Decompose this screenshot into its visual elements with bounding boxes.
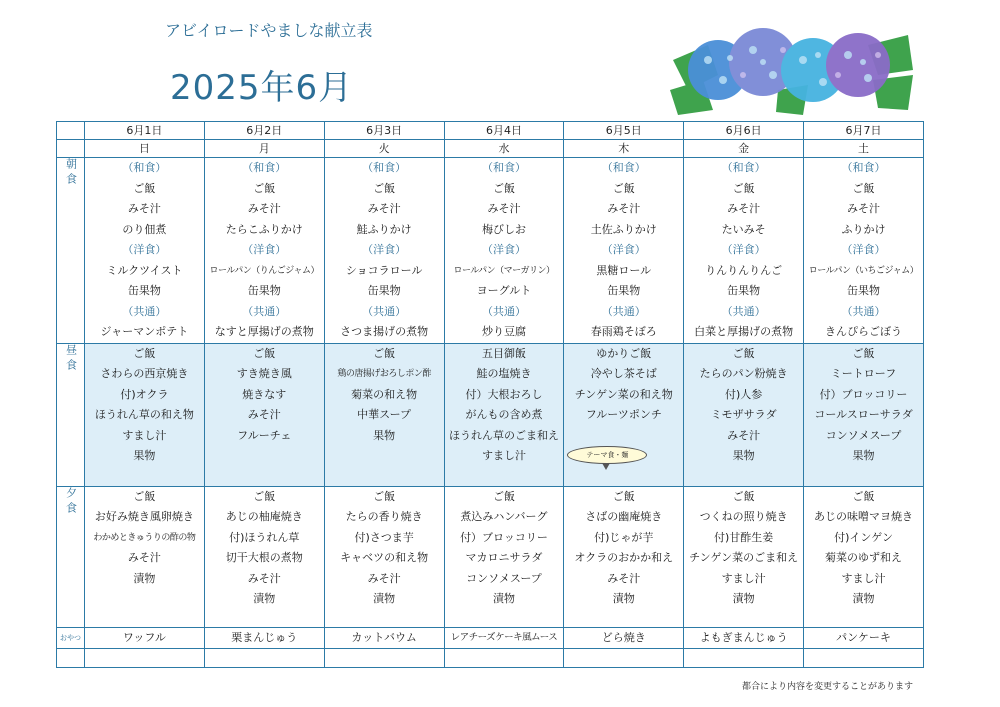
menu-item: ご飯 — [732, 346, 755, 360]
menu-item: 付)インゲン — [834, 530, 893, 544]
lunch-cell — [564, 343, 684, 486]
dinner-cell — [444, 486, 564, 627]
menu-item: たらの香り焼き — [345, 510, 423, 523]
weekday-cell: 月 — [204, 140, 324, 158]
menu-item: ご飯 — [612, 489, 635, 503]
menu-item: チンゲン菜のごま和え — [689, 551, 799, 564]
menu-item: 鮭の塩焼き — [476, 367, 532, 380]
menu-item: みそ汁 — [127, 551, 161, 564]
menu-item: 梅びしお — [481, 222, 526, 236]
blank-cell — [444, 648, 564, 667]
weekday-cell: 土 — [804, 140, 924, 158]
menu-item: ご飯 — [253, 181, 276, 195]
date-cell: 6月1日 — [85, 122, 205, 140]
menu-item: ご飯 — [492, 489, 515, 503]
menu-item: （和食） — [481, 161, 526, 174]
menu-item: （和食） — [841, 161, 886, 174]
snack-cell: よもぎまんじゅう — [684, 627, 804, 648]
menu-item: ロールパン（マーガリン） — [453, 265, 555, 276]
menu-item: ふりかけ — [841, 222, 886, 236]
menu-item: 付）ブロッコリー — [819, 387, 908, 401]
change-notice: 都合により内容を変更することがあります — [742, 682, 914, 692]
menu-item: たいみそ — [721, 222, 766, 236]
menu-item: （共通） — [601, 304, 646, 318]
menu-item: きんぴらごぼう — [825, 325, 903, 338]
menu-item: ご飯 — [373, 489, 396, 503]
menu-item: 春雨鶏そぼろ — [590, 325, 657, 338]
date-row — [57, 122, 924, 140]
lunch-cell — [204, 343, 324, 486]
snack-cell: パンケーキ — [804, 627, 924, 648]
menu-item: （洋食） — [242, 243, 287, 256]
menu-item: さつま揚げの煮物 — [340, 325, 429, 338]
menu-item: のり佃煮 — [122, 222, 167, 236]
menu-item: （洋食） — [721, 243, 766, 256]
lunch-cell — [85, 343, 205, 486]
menu-item: ミートローフ — [830, 367, 897, 380]
dinner-cell — [564, 486, 684, 627]
menu-item: ご飯 — [253, 489, 276, 503]
menu-item: 焼きなす — [242, 387, 287, 401]
menu-item: 切干大根の煮物 — [225, 551, 303, 564]
menu-item: （共通） — [122, 304, 167, 318]
blank-cell — [204, 648, 324, 667]
dinner-label-text: 夕食 — [64, 486, 78, 517]
menu-item: （共通） — [721, 304, 766, 318]
breakfast-cell — [804, 158, 924, 344]
menu-item: （和食） — [122, 161, 167, 174]
snack-cell: ワッフル — [85, 627, 205, 648]
menu-item: 煮込みハンバーグ — [460, 510, 548, 523]
month-title: 2025年6月 — [170, 68, 354, 108]
menu-item: 中華スープ — [357, 408, 412, 421]
menu-item: みそ汁 — [607, 202, 641, 215]
corner-cell — [57, 122, 85, 140]
menu-item: みそ汁 — [727, 202, 761, 215]
breakfast-cell — [684, 158, 804, 344]
menu-item: 果物 — [373, 428, 396, 442]
snack-cell: カットバウム — [324, 627, 444, 648]
menu-table — [56, 121, 924, 668]
menu-item: ミモザサラダ — [710, 408, 777, 421]
menu-item: 果物 — [852, 449, 875, 462]
menu-item: 土佐ふりかけ — [590, 222, 657, 236]
menu-item: 付)ほうれん草 — [229, 530, 300, 544]
menu-item: 鮭ふりかけ — [356, 222, 412, 236]
menu-item: すまし汁 — [721, 571, 766, 585]
breakfast-label-text: 朝食 — [64, 158, 78, 188]
menu-item: キャベツの和え物 — [340, 551, 429, 564]
menu-item: 漬物 — [253, 592, 276, 605]
menu-item: （洋食） — [601, 243, 646, 256]
menu-item: お好み焼き風卵焼き — [94, 510, 194, 523]
menu-item: りんりんりんご — [705, 263, 783, 277]
weekday-cell: 金 — [684, 140, 804, 158]
menu-item: わかめときゅうりの酢の物 — [93, 532, 196, 543]
snack-cell: どら焼き — [564, 627, 684, 648]
hydrangea-illustration — [668, 20, 918, 116]
lunch-cell — [444, 343, 564, 486]
date-cell: 6月7日 — [804, 122, 924, 140]
menu-item: ご飯 — [492, 181, 515, 195]
menu-item: みそ汁 — [367, 571, 401, 585]
blank-cell — [684, 648, 804, 667]
menu-item: 缶果物 — [607, 284, 641, 297]
breakfast-cell — [204, 158, 324, 344]
menu-item: 漬物 — [492, 592, 515, 605]
menu-item: ご飯 — [612, 181, 635, 195]
menu-item: 漬物 — [133, 571, 156, 585]
breakfast-cell — [85, 158, 205, 344]
menu-item: （共通） — [481, 304, 526, 318]
corner-cell — [57, 140, 85, 158]
menu-item: みそ汁 — [727, 428, 761, 442]
date-cell: 6月2日 — [204, 122, 324, 140]
breakfast-cell — [324, 158, 444, 344]
menu-item: 漬物 — [852, 592, 875, 605]
dinner-cell — [204, 486, 324, 627]
weekday-cell: 水 — [444, 140, 564, 158]
weekday-cell: 木 — [564, 140, 684, 158]
menu-item: ゆかりご飯 — [596, 346, 652, 360]
menu-item: 菊菜のゆず和え — [825, 551, 903, 564]
menu-item: さばの幽庵焼き — [585, 510, 663, 523]
dinner-cell — [804, 486, 924, 627]
menu-item: （洋食） — [841, 243, 886, 256]
date-cell: 6月5日 — [564, 122, 684, 140]
menu-item: （共通） — [841, 304, 886, 318]
weekday-cell: 火 — [324, 140, 444, 158]
menu-item: 付)オクラ — [120, 387, 169, 401]
date-cell: 6月6日 — [684, 122, 804, 140]
menu-item: チンゲン菜の和え物 — [574, 387, 673, 401]
menu-item: （和食） — [242, 161, 287, 174]
menu-item: つくねの照り焼き — [699, 510, 788, 523]
menu-item: （和食） — [721, 161, 766, 174]
menu-item: 缶果物 — [727, 284, 761, 297]
menu-item: 漬物 — [732, 592, 755, 605]
menu-item: （洋食） — [362, 243, 407, 256]
theme-meal-bubble: テーマ食・麺 — [567, 446, 647, 464]
menu-item: 五目御飯 — [481, 346, 526, 360]
breakfast-label — [57, 158, 85, 344]
dinner-cell — [684, 486, 804, 627]
menu-item: なすと厚揚げの煮物 — [214, 325, 314, 338]
menu-item: （洋食） — [481, 243, 526, 256]
menu-item: すまし汁 — [841, 571, 886, 585]
menu-item: ほうれん草の和え物 — [94, 408, 194, 421]
menu-item: 漬物 — [612, 592, 635, 605]
blank-cell — [804, 648, 924, 667]
blank-cell — [324, 648, 444, 667]
menu-item: ご飯 — [253, 346, 276, 360]
menu-item: 缶果物 — [247, 284, 281, 297]
menu-item: 缶果物 — [367, 284, 401, 297]
menu-item: ご飯 — [732, 181, 755, 195]
menu-item: ご飯 — [852, 181, 875, 195]
menu-item: たらこふりかけ — [225, 222, 303, 236]
menu-item: 果物 — [732, 449, 755, 462]
menu-item: あじの味噌マヨ焼き — [814, 510, 914, 523]
lunch-cell — [684, 343, 804, 486]
menu-item: 付)人参 — [724, 387, 763, 401]
menu-item: 付）大根おろし — [465, 387, 543, 401]
menu-item: 缶果物 — [127, 284, 161, 297]
menu-item: さわらの西京焼き — [100, 367, 189, 380]
menu-item: みそ汁 — [847, 202, 881, 215]
facility-title: アビイロードやましな献立表 — [165, 21, 373, 40]
menu-item: たらのパン粉焼き — [699, 367, 788, 380]
menu-item: みそ汁 — [607, 571, 641, 585]
blank-cell — [85, 648, 205, 667]
date-cell: 6月3日 — [324, 122, 444, 140]
menu-item: 付)甘酢生姜 — [713, 530, 774, 544]
menu-item: ご飯 — [133, 489, 156, 503]
menu-item: （共通） — [242, 304, 287, 318]
menu-item: （和食） — [362, 161, 407, 174]
date-cell: 6月4日 — [444, 122, 564, 140]
menu-item: ミルクツイスト — [106, 263, 183, 277]
menu-item: コンソメスープ — [466, 571, 542, 585]
menu-item: みそ汁 — [247, 408, 281, 421]
menu-item: ご飯 — [852, 346, 875, 360]
blank-cell — [564, 648, 684, 667]
menu-item: 黒糖ロール — [596, 263, 652, 277]
menu-item: 付)じゃが芋 — [594, 530, 654, 544]
menu-item: すまし汁 — [481, 449, 526, 462]
dinner-row — [57, 486, 924, 627]
dinner-label — [57, 486, 85, 627]
menu-item: （洋食） — [122, 243, 167, 256]
menu-item: フルーチェ — [237, 428, 292, 442]
menu-item: 炒り豆腐 — [481, 325, 526, 338]
menu-item: みそ汁 — [487, 202, 521, 215]
menu-item: （共通） — [362, 304, 407, 318]
menu-item: ご飯 — [373, 181, 396, 195]
menu-item: マカロニサラダ — [465, 551, 543, 564]
menu-item: コールスローサラダ — [814, 408, 913, 421]
menu-item: フルーツポンチ — [585, 408, 662, 421]
menu-item: 付）ブロッコリー — [460, 530, 548, 544]
blank-cell — [57, 648, 85, 667]
breakfast-row — [57, 158, 924, 344]
menu-item: ジャーマンポテト — [100, 325, 189, 338]
menu-item: ご飯 — [133, 346, 156, 360]
dinner-cell — [324, 486, 444, 627]
breakfast-cell — [564, 158, 684, 344]
lunch-row — [57, 343, 924, 486]
weekday-cell: 日 — [85, 140, 205, 158]
lunch-label-text: 昼食 — [64, 343, 78, 374]
menu-item: ほうれん草のごま和え — [448, 428, 559, 442]
menu-item: みそ汁 — [247, 571, 281, 585]
menu-item: ご飯 — [133, 181, 156, 195]
menu-item: 缶果物 — [847, 284, 881, 297]
menu-item: みそ汁 — [367, 202, 401, 215]
snack-row — [57, 627, 924, 648]
menu-item: すまし汁 — [122, 428, 167, 442]
menu-item: 果物 — [133, 449, 156, 462]
snack-cell: レアチーズケーキ風ムース — [444, 627, 564, 648]
menu-item: がんもの含め煮 — [465, 408, 543, 421]
dinner-cell — [85, 486, 205, 627]
lunch-label — [57, 343, 85, 486]
menu-item: ヨーグルト — [476, 284, 532, 297]
menu-item: ロールパン（りんごジャム） — [209, 265, 320, 276]
menu-item: ご飯 — [852, 489, 875, 503]
menu-item: （和食） — [601, 161, 646, 174]
weekday-row — [57, 140, 924, 158]
menu-item: 冷やし茶そば — [590, 367, 657, 380]
menu-item: 白菜と厚揚げの煮物 — [694, 325, 794, 338]
snack-label: おやつ — [57, 627, 85, 648]
menu-item: あじの柚庵焼き — [225, 510, 303, 523]
breakfast-cell — [444, 158, 564, 344]
lunch-cell — [324, 343, 444, 486]
menu-item: 鶏の唐揚げおろしポン酢 — [337, 369, 431, 379]
menu-item: ショコラロール — [345, 263, 423, 277]
menu-item: 付)さつま芋 — [354, 530, 414, 544]
menu-item: コンソメスープ — [825, 428, 902, 442]
menu-item: 漬物 — [373, 592, 396, 605]
menu-item: 菊菜の和え物 — [351, 387, 418, 401]
menu-item: オクラのおかか和え — [574, 551, 674, 564]
menu-item: みそ汁 — [127, 202, 161, 215]
blank-row — [57, 648, 924, 667]
menu-item: ご飯 — [373, 346, 396, 360]
snack-cell: 栗まんじゅう — [204, 627, 324, 648]
lunch-cell — [804, 343, 924, 486]
menu-item: ご飯 — [732, 489, 755, 503]
menu-item: すき焼き風 — [236, 367, 292, 380]
menu-item: ロールパン（いちごジャム） — [808, 265, 919, 276]
menu-item: みそ汁 — [247, 202, 281, 215]
